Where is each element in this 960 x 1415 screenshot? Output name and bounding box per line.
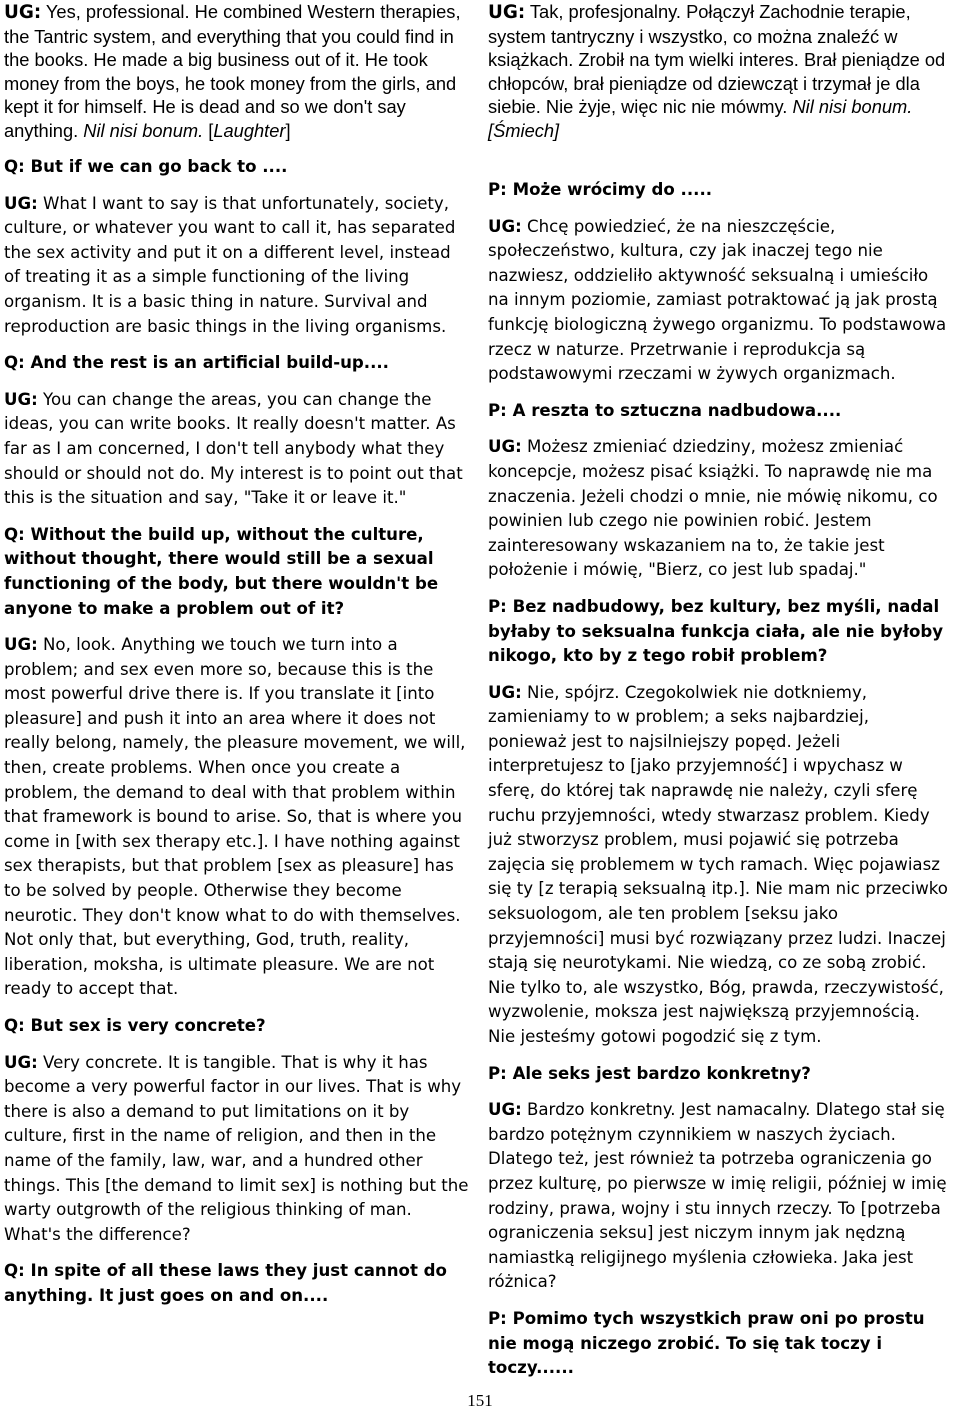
speaker-label: UG: bbox=[4, 389, 38, 409]
page-number: 151 bbox=[467, 1391, 493, 1410]
laughter-note: [Śmiech] bbox=[488, 119, 560, 141]
question-paragraph: P: Bez nadbudowy, bez kultury, bez myśli, nadal byłaby to seksualna funkcja ciała, ale nie byłoby nikogo, kto by z tego robił problem? bbox=[488, 596, 944, 666]
laughter-note: Laughter bbox=[213, 119, 286, 141]
answer-paragraph: UG: Yes, professional. He combined Western therapies, the Tantric system, and everything that you could find in the books. He made a big business out of it. He took money from the boys, he took money from the girls, and kept it for himself. He is dead and so we don't say anything. Nil nisi bonum. [Laughter] bbox=[4, 1, 461, 141]
question-paragraph: P: Może wrócimy do ..... bbox=[488, 180, 713, 199]
speaker-label: UG: bbox=[488, 2, 526, 23]
answer-paragraph: UG: Tak, profesjonalny. Połączył Zachodnie terapie, system tantryczny i wszystko, co można znaleźć w książkach. Zrobił na tym wielki interes. Brał pieniądze od chłopców, brał pieniądze od dziewcząt i trzymał je dla siebie. Nie żyje, więc nic nie mówmy. Nil nisi bonum. [Śmiech] bbox=[488, 1, 946, 141]
speaker-label: UG: bbox=[4, 635, 38, 655]
answer-paragraph: UG: What I want to say is that unfortunately, society, culture, or whatever you want to call it, has separated the sex activity and put it on a different level, instead of treating it as a simple functioning of the living organism. It is a basic thing in nature. Survival and reproduction are basic things in the living organisms. bbox=[4, 193, 456, 336]
answer-paragraph: UG: No, look. Anything we touch we turn into a problem; and sex even more so, because this is the most powerful drive there is. If you translate it [into pleasure] and push it into an area where it does not really belong, namely, the pleasure movement, we will, then, create problems. When once you create a problem, the demand to deal with that problem within that framework is bound to arise. So, that is where you come in [with sex therapy etc.]. I have nothing against sex therapists, but that problem [sex as pleasure] has to be solved by people. Otherwise they become neurotic. They don't know what to do with themselves. Not only that, but everything, God, truth, reality, liberation, moksha, is ultimate pleasure. We are not ready to accept that. bbox=[4, 635, 466, 999]
english-column bbox=[4, 0, 469, 1309]
latin-phrase: Nil nisi bonum. bbox=[83, 119, 204, 141]
speaker-label: UG: bbox=[4, 1052, 38, 1072]
answer-paragraph: UG: Very concrete. It is tangible. That is why it has become a very powerful factor in our lives. That is why there is also a demand to put limitations on it by culture, first in the name of religion, and then in the name of the family, law, war, and a hundred other things. This [the demand to limit sex] is nothing but the warty outgrowth of the religious thinking of man. What's the difference? bbox=[4, 1052, 469, 1244]
answer-paragraph: UG: Bardzo konkretny. Jest namacalny. Dlatego stał się bardzo potężnym czynnikiem w naszych życiach. Dlatego też, jest również ta potrzeba ograniczenia go przez kulturę, po pierwsze w imię religii, później w imię rodziny, prawa, wojny i stu innych rzeczy. To [potrzeba ograniczenia seksu] jest niczym innym jak nędzną namiastką religijnego myślenia człowieka. Jaka jest różnica? bbox=[488, 1100, 947, 1292]
speaker-label: UG: bbox=[4, 193, 38, 213]
question-paragraph: Q: But if we can go back to .... bbox=[4, 157, 288, 176]
speaker-label: UG: bbox=[488, 437, 522, 457]
speaker-label: UG: bbox=[488, 216, 522, 236]
answer-paragraph: UG: Nie, spójrz. Czegokolwiek nie dotkniemy, zamieniamy to w problem; a seks najbardziej, ponieważ jest to najsilniejszy popęd. Jeżeli interpretujesz to [jako przyjemność] i wpychasz w sferę, do której tak naprawdę nie należy, czyli sferę ruchu przyjemności, wtedy stwarzasz problem. Kiedy już stworzysz problem, musi pojawić się potrzeba zajęcia się problemem w tych ramach. Więc pojawiasz się ty [z terapią seksualną itp.]. Nie mam nic przeciwko seksuologom, ale ten problem [seksu jako przyjemności] musi być rozwiązany przez ludzi. Inaczej stają się neurotykami. Nie wiedzą, co ze sobą zrobić. Nie tylko to, ale wszystko, Bóg, prawda, rzeczywistość, wyzwolenie, moksza jest największą przyjemnością. Nie jesteśmy gotowi pogodzić się z tym. bbox=[488, 682, 948, 1046]
question-paragraph: Q: Without the build up, without the culture, without thought, there would still be a sexual functioning of the body, but there wouldn't be anyone to make a problem out of it? bbox=[4, 524, 439, 618]
answer-paragraph: UG: Możesz zmieniać dziedziny, możesz zmieniać koncepcje, możesz pisać książki. To naprawdę nie ma znaczenia. Jeżeli chodzi o mnie, nie mówię nikomu, co powinien lub czego nie powinien robić. Jestem zainteresowany wskazaniem na to, że takie jest położenie i mówię, "Bierz, co jest lub spadaj." bbox=[488, 437, 938, 580]
polish-column bbox=[488, 0, 950, 1381]
speaker-label: UG: bbox=[488, 682, 522, 702]
question-paragraph: Q: But sex is very concrete? bbox=[4, 1016, 266, 1035]
answer-paragraph: UG: Chcę powiedzieć, że na nieszczęście, społeczeństwo, kultura, czy jak inaczej tego nie nazwiesz, oddzieliło aktywność seksualną i umieściło na innym poziomie, zamiast potraktować ją jak prostą funkcję biologiczną żywego organizmu. To podstawowa rzecz w naturze. Przetrwanie i reprodukcja są podstawowymi rzeczami w żywych organizmach. bbox=[488, 216, 947, 384]
question-paragraph: P: Pomimo tych wszystkich praw oni po prostu nie mogą niczego zrobić. To się tak toczy i toczy...... bbox=[488, 1308, 925, 1378]
speaker-label: UG: bbox=[4, 2, 42, 23]
answer-paragraph: UG: You can change the areas, you can change the ideas, you can write books. It really doesn't matter. As far as I am concerned, I don't tell anybody what they should or should not do. My interest is to point out that this is the situation and say, "Take it or leave it." bbox=[4, 389, 463, 508]
latin-phrase: Nil nisi bonum. bbox=[792, 96, 913, 117]
question-paragraph: P: A reszta to sztuczna nadbudowa.... bbox=[488, 400, 842, 420]
question-paragraph: P: Ale seks jest bardzo konkretny? bbox=[488, 1063, 811, 1083]
question-paragraph: Q: And the rest is an artificial build-up.... bbox=[4, 353, 389, 373]
speaker-label: UG: bbox=[488, 1100, 522, 1120]
question-paragraph: Q: In spite of all these laws they just cannot do anything. It just goes on and on.... bbox=[4, 1261, 447, 1305]
